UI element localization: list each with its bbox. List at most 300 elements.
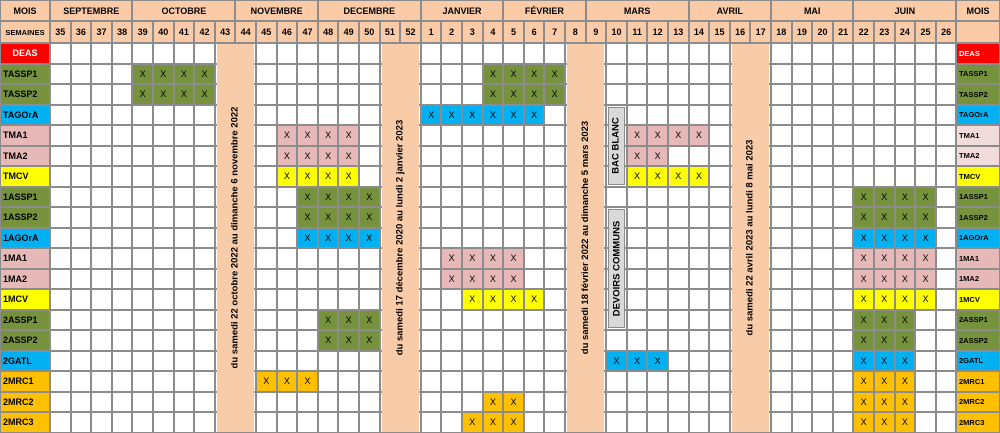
grid-cell [606,84,627,105]
grid-cell [936,330,957,351]
grid-cell [359,64,380,85]
grid-cell [792,166,813,187]
grid-cell [647,330,668,351]
grid-cell [771,269,792,290]
grid-cell [297,84,318,105]
class-label-right: 1MA2 [956,269,1000,290]
class-label-right: 2MRC1 [956,371,1000,392]
schedule-mark: X [318,330,339,351]
grid-cell [524,310,545,331]
grid-cell [297,105,318,126]
grid-cell [441,392,462,413]
schedule-mark: X [853,392,874,413]
grid-cell [50,166,71,187]
grid-cell [318,289,339,310]
grid-cell [174,125,195,146]
grid-cell [50,125,71,146]
grid-cell [915,351,936,372]
grid-cell [50,371,71,392]
grid-cell [297,64,318,85]
schedule-mark: X [874,289,895,310]
grid-cell [194,228,215,249]
grid-cell [112,351,133,372]
grid-cell [421,207,442,228]
schedule-mark: X [503,269,524,290]
grid-cell [153,248,174,269]
grid-cell [689,207,710,228]
grid-cell [647,392,668,413]
grid-cell [441,289,462,310]
schedule-mark: X [915,187,936,208]
grid-cell [91,248,112,269]
grid-cell [689,146,710,167]
grid-cell [174,248,195,269]
grid-cell [194,146,215,167]
grid-cell [853,166,874,187]
grid-cell [647,187,668,208]
grid-cell [338,351,359,372]
grid-cell [771,412,792,433]
week-number: 51 [380,21,401,43]
grid-cell [792,187,813,208]
grid-cell [462,351,483,372]
schedule-mark: X [524,105,545,126]
grid-cell [71,310,92,331]
class-label-right: TAGOrA [956,105,1000,126]
grid-cell [338,105,359,126]
month-header: MAI [771,0,853,21]
grid-cell [689,310,710,331]
schedule-mark: X [853,371,874,392]
schedule-mark: X [297,187,318,208]
grid-cell [256,392,277,413]
grid-cell [174,269,195,290]
grid-cell [359,392,380,413]
grid-cell [812,84,833,105]
grid-cell [462,187,483,208]
grid-cell [812,392,833,413]
grid-cell [421,269,442,290]
grid-cell [771,228,792,249]
class-label: 1MA1 [0,248,50,269]
grid-cell [524,43,545,64]
grid-cell [874,43,895,64]
grid-cell [668,84,689,105]
week-number: 13 [668,21,689,43]
grid-cell [771,289,792,310]
grid-cell [132,166,153,187]
week-number: 2 [441,21,462,43]
week-number: 39 [132,21,153,43]
grid-cell [853,84,874,105]
grid-cell [668,371,689,392]
grid-cell [524,166,545,187]
grid-cell [812,166,833,187]
grid-cell [277,392,298,413]
grid-cell [606,43,627,64]
grid-cell [833,371,854,392]
grid-cell [709,412,730,433]
grid-cell [792,43,813,64]
grid-cell [359,351,380,372]
grid-cell [792,146,813,167]
schedule-mark: X [318,310,339,331]
grid-cell [771,64,792,85]
week-number: 7 [544,21,565,43]
grid-cell [833,43,854,64]
grid-cell [71,351,92,372]
grid-cell [668,269,689,290]
grid-cell [256,125,277,146]
grid-cell [421,248,442,269]
grid-cell [833,412,854,433]
grid-cell [936,269,957,290]
grid-cell [792,330,813,351]
grid-cell [647,412,668,433]
grid-cell [153,105,174,126]
grid-cell [91,392,112,413]
grid-cell [91,43,112,64]
grid-cell [503,228,524,249]
week-number: 25 [915,21,936,43]
schedule-mark: X [483,289,504,310]
grid-cell [771,125,792,146]
week-number: 5 [503,21,524,43]
week-number: 4 [483,21,504,43]
grid-cell [833,310,854,331]
grid-cell [627,207,648,228]
grid-cell [915,412,936,433]
schedule-mark: X [647,146,668,167]
schedule-mark: X [689,166,710,187]
grid-cell [606,371,627,392]
grid-cell [647,64,668,85]
grid-cell [153,125,174,146]
grid-cell [936,187,957,208]
schedule-mark: X [153,64,174,85]
grid-cell [462,310,483,331]
class-label: TMA1 [0,125,50,146]
grid-cell [71,166,92,187]
schedule-mark: X [503,412,524,433]
grid-cell [524,248,545,269]
grid-cell [297,392,318,413]
schedule-mark: X [277,146,298,167]
grid-cell [627,84,648,105]
vacation-band [382,44,419,432]
grid-cell [627,392,648,413]
grid-cell [50,64,71,85]
schedule-mark: X [895,187,916,208]
vacation-label: du samedi 22 octobre 2022 au dimanche 6 novembre 2022 [229,106,241,369]
grid-cell [915,166,936,187]
grid-cell [895,64,916,85]
grid-cell [483,146,504,167]
grid-cell [277,84,298,105]
grid-cell [668,105,689,126]
grid-cell [792,269,813,290]
grid-cell [297,248,318,269]
schedule-mark: X [915,207,936,228]
grid-cell [812,187,833,208]
grid-cell [709,392,730,413]
week-number: 43 [215,21,236,43]
schedule-mark: X [895,207,916,228]
schedule-mark: X [318,228,339,249]
week-number: 49 [338,21,359,43]
grid-cell [441,207,462,228]
schedule-mark: X [627,146,648,167]
schedule-mark: X [297,125,318,146]
grid-cell [915,330,936,351]
grid-cell [338,412,359,433]
grid-cell [833,269,854,290]
grid-cell [853,146,874,167]
schedule-mark: X [441,269,462,290]
grid-cell [132,412,153,433]
schedule-mark: X [338,146,359,167]
grid-cell [668,351,689,372]
grid-cell [194,392,215,413]
grid-cell [606,64,627,85]
grid-cell [318,351,339,372]
schedule-mark: X [338,330,359,351]
grid-cell [256,412,277,433]
schedule-mark: X [359,310,380,331]
grid-cell [91,187,112,208]
grid-cell [936,64,957,85]
schedule-mark: X [895,289,916,310]
exam-label: BAC BLANC [610,117,622,174]
grid-cell [936,125,957,146]
schedule-mark: X [194,64,215,85]
grid-cell [771,207,792,228]
grid-cell [709,330,730,351]
week-number: 37 [91,21,112,43]
grid-cell [132,392,153,413]
schedule-mark: X [359,207,380,228]
grid-cell [318,269,339,290]
grid-cell [833,187,854,208]
grid-cell [709,125,730,146]
grid-cell [833,392,854,413]
grid-cell [833,351,854,372]
schedule-mark: X [359,330,380,351]
grid-cell [936,146,957,167]
schedule-mark: X [874,392,895,413]
grid-cell [277,248,298,269]
class-label: 1MCV [0,289,50,310]
grid-cell [153,228,174,249]
schedule-mark: X [853,330,874,351]
grid-cell [833,105,854,126]
grid-cell [792,412,813,433]
grid-cell [441,125,462,146]
grid-cell [91,412,112,433]
class-label-right: TASSP1 [956,64,1000,85]
schedule-mark: X [132,84,153,105]
week-number: 42 [194,21,215,43]
schedule-mark: X [853,351,874,372]
grid-cell [194,310,215,331]
schedule-mark: X [874,310,895,331]
schedule-mark: X [689,125,710,146]
grid-cell [256,187,277,208]
week-number: 6 [524,21,545,43]
grid-cell [544,248,565,269]
grid-cell [50,310,71,331]
grid-cell [833,64,854,85]
grid-cell [544,146,565,167]
grid-cell [318,248,339,269]
grid-cell [153,330,174,351]
grid-cell [524,351,545,372]
grid-cell [153,43,174,64]
grid-cell [812,64,833,85]
grid-cell [771,310,792,331]
grid-cell [895,146,916,167]
grid-cell [668,289,689,310]
vacation-label: du samedi 18 février 2022 au dimanche 5 mars 2023 [580,121,592,355]
grid-cell [853,105,874,126]
grid-cell [338,289,359,310]
grid-cell [627,371,648,392]
grid-cell [812,207,833,228]
grid-cell [91,166,112,187]
grid-cell [709,248,730,269]
schedule-mark: X [153,84,174,105]
grid-cell [812,43,833,64]
grid-cell [91,289,112,310]
grid-cell [71,125,92,146]
grid-cell [421,43,442,64]
grid-cell [668,43,689,64]
week-number: 12 [647,21,668,43]
grid-cell [50,289,71,310]
grid-cell [503,125,524,146]
grid-cell [627,412,648,433]
grid-cell [627,310,648,331]
schedule-mark: X [462,412,483,433]
grid-cell [256,64,277,85]
grid-cell [936,207,957,228]
grid-cell [462,64,483,85]
week-number: 52 [400,21,421,43]
week-number: 26 [936,21,957,43]
schedule-mark: X [853,310,874,331]
schedule-mark: X [359,187,380,208]
schedule-mark: X [297,146,318,167]
grid-cell [359,269,380,290]
grid-cell [647,228,668,249]
grid-cell [812,105,833,126]
class-label-right: TMA1 [956,125,1000,146]
grid-cell [91,351,112,372]
grid-cell [338,43,359,64]
week-number: 15 [709,21,730,43]
schedule-mark: X [874,351,895,372]
grid-cell [462,371,483,392]
grid-cell [627,269,648,290]
grid-cell [483,166,504,187]
grid-cell [462,146,483,167]
grid-cell [689,105,710,126]
grid-cell [256,289,277,310]
grid-cell [71,146,92,167]
grid-cell [771,84,792,105]
schedule-mark: X [483,64,504,85]
grid-cell [194,125,215,146]
grid-cell [50,412,71,433]
grid-cell [668,228,689,249]
grid-cell [91,371,112,392]
grid-cell [524,412,545,433]
grid-cell [277,64,298,85]
grid-cell [50,392,71,413]
schedule-mark: X [318,187,339,208]
schedule-mark: X [874,248,895,269]
grid-cell [627,228,648,249]
schedule-mark: X [544,84,565,105]
grid-cell [174,43,195,64]
grid-cell [256,207,277,228]
grid-cell [936,43,957,64]
month-header: DECEMBRE [318,0,421,21]
grid-cell [112,187,133,208]
schedule-mark: X [483,105,504,126]
class-label-right: 2GATL [956,351,1000,372]
grid-cell [132,248,153,269]
grid-cell [812,248,833,269]
grid-cell [91,125,112,146]
grid-cell [297,269,318,290]
grid-cell [689,269,710,290]
grid-cell [503,351,524,372]
schedule-mark: X [895,269,916,290]
grid-cell [833,146,854,167]
grid-cell [441,187,462,208]
grid-cell [132,125,153,146]
schedule-mark: X [627,351,648,372]
grid-cell [194,289,215,310]
schedule-mark: X [895,248,916,269]
schedule-mark: X [915,289,936,310]
schedule-mark: X [277,125,298,146]
schedule-mark: X [503,289,524,310]
grid-cell [689,248,710,269]
schedule-mark: X [627,125,648,146]
grid-cell [668,412,689,433]
grid-cell [524,187,545,208]
grid-cell [833,125,854,146]
grid-cell [483,351,504,372]
grid-cell [194,269,215,290]
grid-cell [421,166,442,187]
grid-cell [915,125,936,146]
schedule-mark: X [318,166,339,187]
grid-cell [359,166,380,187]
grid-cell [544,269,565,290]
grid-cell [483,125,504,146]
week-number: 36 [71,21,92,43]
schedule-mark: X [503,64,524,85]
grid-cell [50,330,71,351]
grid-cell [483,228,504,249]
grid-cell [874,64,895,85]
grid-cell [132,207,153,228]
grid-cell [91,269,112,290]
month-header: OCTOBRE [132,0,235,21]
